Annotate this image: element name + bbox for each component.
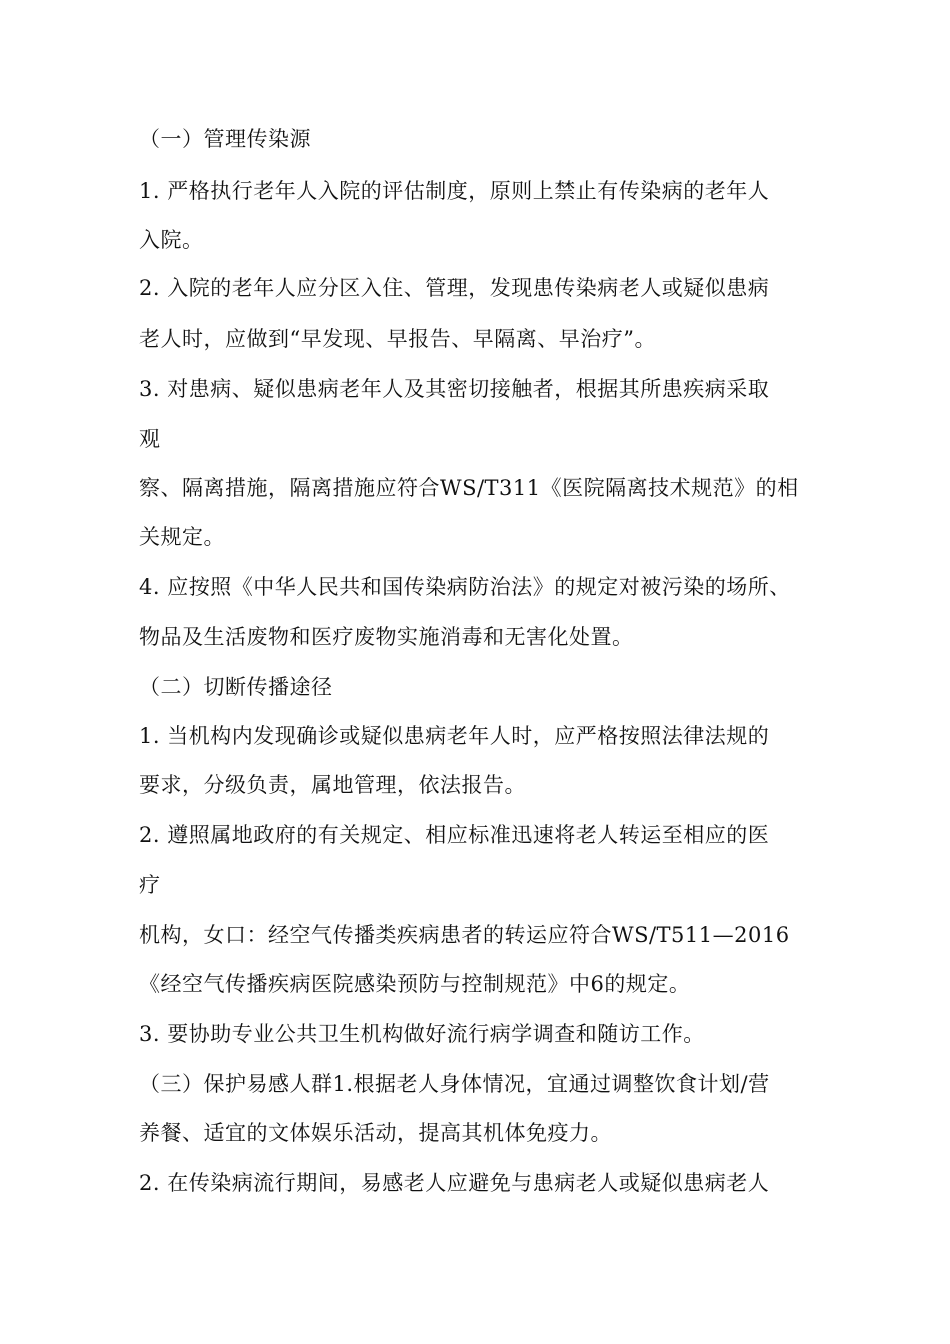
paragraph-line: 关规定。 [139, 525, 225, 549]
paragraph-line: 养餐、适宜的文体娱乐活动，提高其机体免疫力。 [139, 1121, 612, 1145]
paragraph-line: 物品及生活废物和医疗废物实施消毒和无害化处置。 [139, 625, 634, 649]
paragraph-line: 2. 遵照属地政府的有关规定、相应标准迅速将老人转运至相应的医 [139, 823, 770, 847]
paragraph-line: 要求，分级负责，属地管理，依法报告。 [139, 773, 526, 797]
section-heading-3: （三）保护易感人群1.根据老人身体情况，宜通过调整饮食计划/营 [139, 1072, 770, 1096]
paragraph-line: 1. 严格执行老年人入院的评估制度，原则上禁止有传染病的老年人 [139, 179, 770, 203]
section-heading-1: （一）管理传染源 [139, 127, 311, 151]
section-heading-2: （二）切断传播途径 [139, 675, 333, 699]
paragraph-line: 察、隔离措施，隔离措施应符合WS/T311《医院隔离技术规范》的相 [139, 476, 799, 500]
paragraph-line: 3. 对患病、疑似患病老年人及其密切接触者，根据其所患疾病采取 [139, 377, 770, 401]
paragraph-line: 4. 应按照《中华人民共和国传染病防治法》的规定对被污染的场所、 [139, 575, 791, 599]
paragraph-line: 入院。 [139, 228, 204, 252]
paragraph-line: 观 [139, 427, 161, 451]
paragraph-line: 老人时，应做到“早发现、早报告、早隔离、早治疗”。 [139, 327, 656, 351]
paragraph-line: 3. 要协助专业公共卫生机构做好流行病学调查和随访工作。 [139, 1022, 705, 1046]
paragraph-line: 2. 在传染病流行期间，易感老人应避免与患病老人或疑似患病老人 [139, 1171, 770, 1195]
paragraph-line: 疗 [139, 873, 161, 897]
paragraph-line: 机构，女口：经空气传播类疾病患者的转运应符合WS/T511—2016 [139, 923, 790, 947]
paragraph-line: 2. 入院的老年人应分区入住、管理，发现患传染病老人或疑似患病 [139, 276, 770, 300]
paragraph-line: 《经空气传播疾病医院感染预防与控制规范》中6的规定。 [139, 972, 691, 996]
paragraph-line: 1. 当机构内发现确诊或疑似患病老年人时，应严格按照法律法规的 [139, 724, 770, 748]
